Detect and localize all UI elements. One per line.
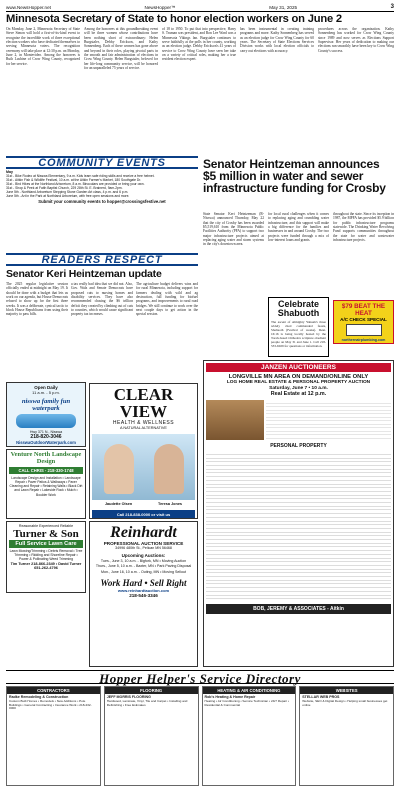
auction-item[interactable]: Mon., June 16, 10 a.m. - Outing, MN • Moving Sellout (101, 569, 186, 574)
site-url[interactable]: www.NewsHopper.net (6, 4, 51, 10)
banner-title: COMMUNITY EVENTS (38, 156, 166, 169)
community-events-list (6, 170, 198, 252)
reinhardt-subtitle: PROFESSIONAL AUCTION SERVICE (103, 541, 184, 546)
turner-subtitle: Full Service Lawn Care (9, 540, 83, 548)
shabuoth-box (268, 297, 329, 357)
clear-view-cta[interactable]: Call 218-838-0000 or visit us (92, 510, 195, 519)
janzen-date: Saturday, June 7 • 10 a.m. (269, 386, 328, 391)
directory-section (6, 686, 101, 786)
venture-name: Venture North Landscape Design (10, 451, 82, 465)
event-item: 31st - Aitkin Fish & Wildlife Festival, 10 a.m. at the Aitkin Farmer's Market, 180 Southgate Dr. (6, 178, 142, 182)
venture-cta[interactable]: CALL CHRIS - 218-330-1748 (9, 467, 83, 474)
story-col-3: of 18 to 1950. To put that into perspective, Harry S. Truman was president, and Ron Lee Ward was a Minnesota Vikings fan. Burgstaler continues to serve faithfully at the polls in her county, working as an election judge. Debby Erickson's 41 years of service to Crow Wing County have seen her take on a variety of critical roles, making her a true resident election expert. (162, 27, 236, 62)
turner-son-ad[interactable] (6, 521, 86, 593)
story-col-4: has been instrumental in creating training programs and more. Kathy Sonnenberg has served as an election judge for Crow Wing County for 60 years. The Secretary of State Elections Services Division works with local election officials to carry out elections with accuracy. (240, 27, 314, 53)
janzen-contact[interactable]: BOB, JEREMY & ASSOCIATES - Aitkin (206, 604, 391, 614)
turner-tagline: Reasonable Experienced Reliable (18, 524, 74, 528)
page-number: 3 (390, 4, 394, 10)
event-item: 31st - Bike Rodeo at Nisswa Elementary, 9 a.m. Kids learn safe riding skills and receive a free helmet. (6, 174, 155, 178)
story-col-2: Among the honorees at this groundbreaking event will be three women whose contributions have been nothing short of extraordinary: Helen Burgstaler, Debby Erickson, and Kathy Sonnenberg. Each of these women has gone above and beyond in their roles, playing pivotal parts in the smooth and fair administration of elections in Crow Wing County. Helen Burgstaler, beloved for her life-long community service, will be honored for an unparalleled 75 years of service. (84, 27, 158, 71)
story-col-5: procedures across the organization. Kathy Sonnenberg has worked for Crow Wing County since 1989 and now serves as Elections Support Supervisor. Her years of dedication to making our elections run smoothly have been key to Crow Wing County's success. (318, 27, 394, 53)
person-2-portrait (154, 444, 184, 494)
personal-property-list (206, 451, 391, 601)
janzen-realestate-time: Real Estate at 12 p.m. (270, 391, 327, 397)
janzen-auction-ad[interactable] (203, 360, 394, 667)
directory-business-details: Website, SEO & Digital Design • Helping small businesses get online (302, 698, 388, 707)
directory-business-name[interactable]: Rob's Heating & Home Repair (204, 695, 256, 699)
upcoming-title: Upcoming Auctions: (121, 553, 166, 558)
venture-north-ad[interactable] (6, 449, 86, 519)
waterpark-image (16, 414, 76, 428)
heintzeman-headline: Senator Heintzeman announces $5 million in water and sewer infrastructure funding for Crosby (203, 157, 386, 196)
ac-headline: $79 BEAT THE HEAT (341, 303, 386, 317)
ac-sub: A/C CHECK SPECIAL (340, 317, 387, 322)
janzen-subtitle: LOG HOME REAL ESTATE & PERSONAL PROPERTY AUCTION (226, 380, 371, 385)
events-month: May (6, 170, 13, 174)
janzen-header: JANZEN AUCTIONEERS (206, 363, 391, 372)
waterpark-phone[interactable]: 218-820-3046 (30, 434, 62, 440)
heintzeman-col-2: for local rural challenges when it comes to replacing aging and crumbling water infrastructure, and this support will make a big difference for the families and businesses in and around Crosby. The two projects were funded through a mix of low-interest loans and grants. (268, 212, 329, 243)
heintzeman-col-3: throughout the state. Since its inception in 1987, the MPFA has provided $5.9 billion for public infrastructure programs statewide. The Drinking Water Revolving Fund supports communities throughout the state for water and wastewater infrastructure projects. (333, 212, 394, 243)
ac-unit-icon (346, 324, 382, 336)
directory-section-head: WEBSITES (300, 687, 393, 694)
venture-services: Landscape Design and Installation • Landscape Repair • Paver Patios & Walkways • Paver Cleaning and Repair • Retaining Walls • Black Dirt and Lawn Repair • Lakeside Rock • Mulch • Boulder Work (9, 476, 83, 497)
reinhardt-phone[interactable]: 218-546-3346 (129, 593, 158, 599)
directory-section-head: CONTRACTORS (7, 687, 100, 694)
directory-business-details: Hardwood, Laminate, Vinyl, Tile and Carpet • Installing and Refinishing • Free Estimates (106, 698, 188, 707)
readers-headline: Senator Keri Heintzeman update (6, 268, 162, 280)
janzen-title: LONGVILLE MN AREA ON DEMAND/ONLINE ONLY (228, 374, 369, 380)
turner-phones[interactable]: Tim Turner 218-866-2349 • David Turner 651-262-4796 (10, 562, 82, 571)
readers-respect-banner (6, 253, 198, 266)
clear-view-tag: A NATURAL ALTERNATIVE (120, 426, 167, 430)
reinhardt-slogan: Work Hard • Sell Right (100, 578, 187, 589)
log-home-photo (206, 400, 264, 440)
event-item: 31st - Shop & Peek at Faith Baptist Church, 229 28th St. E. Brainerd, 9am-2pm. (6, 186, 123, 190)
service-directory-title: Hopper Helper's Service Directory (6, 670, 394, 684)
clear-view-title: CLEAR VIEW (113, 385, 174, 421)
events-submit-note[interactable]: Submit your community events to hopper@crossingsfestive.net (38, 199, 166, 204)
waterpark-ad[interactable] (6, 382, 86, 447)
heintzeman-col-1: State Senator Keri Heintzeman (R-Nisswa) announced Thursday, May 22 that the city of Crosby has been awarded $5,519,610 from the Minnesota Public Facilities Authority (PFA) to support two major infrastructure projects aimed at replacing aging water and storm systems in the city's downtown area. (203, 212, 264, 247)
event-item: 31st - Bird Hikes at the Northland Arboretum, 8 a.m. Binoculars are provided or bring your own. (6, 182, 145, 186)
event-item: June 5th - Northland Arboretum Stepping Stone Garden Art class, 4 p.m. and 6 p.m. (6, 190, 129, 194)
masthead (6, 4, 394, 12)
directory-business-details: Custom Built Homes • Remodels • New Additions • Pole Buildings • General Contracting • Insurance Work • 218-232-0000 (9, 698, 92, 711)
person-2-name: Teresa Jones (158, 502, 183, 506)
paper-name: NewsHopper™ (144, 4, 176, 10)
event-item: June 5th - Art in the Park at Northland Arboretum, with free open sessions and more. (6, 194, 130, 198)
page-headline: Minnesota Secretary of State to honor election workers on June 2 (6, 13, 342, 25)
directory-section (299, 686, 394, 786)
reinhardt-address: 34996 480th St., Pelican MN 56468 (115, 546, 172, 550)
ac-company[interactable]: northernairplumbing.com (341, 338, 386, 342)
readers-col-1: The 2025 regular legislative session officially ended at midnight on May 19. It should be done with a budget that lets us work on our agenda, but House Democrats refused to show up for the first three weeks. It was a deliberate, cynical tactic to block House Republicans from using their majority to pass bills. (6, 282, 68, 317)
directory-business-name[interactable]: STELLAR WEB PROS (302, 695, 340, 699)
directory-business-details: Heating • Air Conditioning • Service Technician • 24/7 Repair • Residential & Commercial (204, 698, 289, 707)
directory-section (202, 686, 297, 786)
reinhardt-name: Reinhardt (110, 524, 177, 541)
directory-business-name[interactable]: JEFF MORRIS FLOORING (106, 695, 151, 699)
person-1-portrait (104, 444, 134, 494)
turner-services: Lawn Mowing/Trimming • Debris Removal • Tree Trimming • Ridding and Shoreline Repair • Power & Pollinating Weed Trimming (9, 549, 83, 562)
reinhardt-url[interactable]: www.reinhardtauction.com (117, 588, 170, 594)
reinhardt-ad[interactable] (89, 521, 198, 667)
ac-special-ad[interactable] (333, 300, 394, 344)
directory-section (104, 686, 199, 786)
directory-section-head: FLOORING (105, 687, 198, 694)
waterpark-url[interactable]: NisswaOutdoorWaterpark.com (16, 440, 76, 445)
shabuoth-title: Celebrate Shabuoth (277, 299, 320, 318)
waterpark-title: nisswa family fun waterpark (21, 398, 71, 412)
clear-view-photo (92, 434, 195, 500)
auction-item[interactable]: Thurs., June 5, 10 a.m. - Baxter, MN • Park Paving Disposal (95, 564, 192, 569)
shabuoth-body: The ascent of Almighty Yahuah's three widely cited commanded feasts, Shabuoth (Festival of weeks). Deut. 16:16 is being locally hosted by the Torah-based Orthodox scripture obedient people on May 31 and June 1. Call 218-533-6029 for questions or information. (271, 320, 326, 348)
person-1-name: Jaudette Olsen (104, 502, 133, 506)
clear-view-ad[interactable] (89, 383, 198, 519)
readers-col-3: The agriculture budget delivers wins and for rural Minnesota, including support for farmers dealing with wild and ag destruction, full funding for biofuel programs, and improvements to rural road bridges. We still continue to work over the next couple days to get action in the special session. (136, 282, 198, 317)
directory-business-name[interactable]: Radke Remodeling & Construction (9, 695, 69, 699)
auction-item[interactable]: Tues., June 3, 10 a.m. - Bigfork, MN • Moving Auction (100, 559, 187, 563)
waterpark-address: Hwy 371 N., Nisswa (29, 430, 63, 434)
readers-col-2: a tax really bad idea that we did not. Also, Gov. Walz and Senate Democrats have proposed cuts to nursing homes and disability services. They have also recommended chasing the $6 trillion deficit they created by climbing out of cuts to counties, which would cause significant property tax increases. (71, 282, 133, 317)
clear-view-subtitle: HEALTH & WELLNESS (112, 420, 175, 426)
service-directory (6, 686, 394, 786)
personal-property-heading: PERSONAL PROPERTY (270, 443, 327, 449)
directory-section-head: HEATING & AIR CONDITIONING (203, 687, 296, 694)
turner-name: Turner & Son (13, 528, 79, 540)
issue-date: May 31, 2025 (269, 4, 298, 10)
banner-title: READERS RESPECT (41, 253, 163, 266)
story-col-1: On Monday, June 2, Minnesota Secretary of State Steve Simon will hold a first-of-its-kind event to recognize the incredible work of three exceptional election workers who have dedicated themselves to serving Minnesota voters. The recognition ceremony will take place at 12:30 p.m. on Monday, June 2, in Montevideo. Among the honorees is Ruth Lushine of Crow Wing County, recognized for her service. (6, 27, 80, 66)
community-events-banner (6, 156, 198, 169)
janzen-description (266, 400, 391, 440)
ac-phone: (507) Plumbing Service (218) 567-0000 (337, 342, 390, 344)
open-label: Open Daily (34, 385, 58, 390)
open-hours: 11 a.m. - 5 p.m. (32, 390, 60, 395)
